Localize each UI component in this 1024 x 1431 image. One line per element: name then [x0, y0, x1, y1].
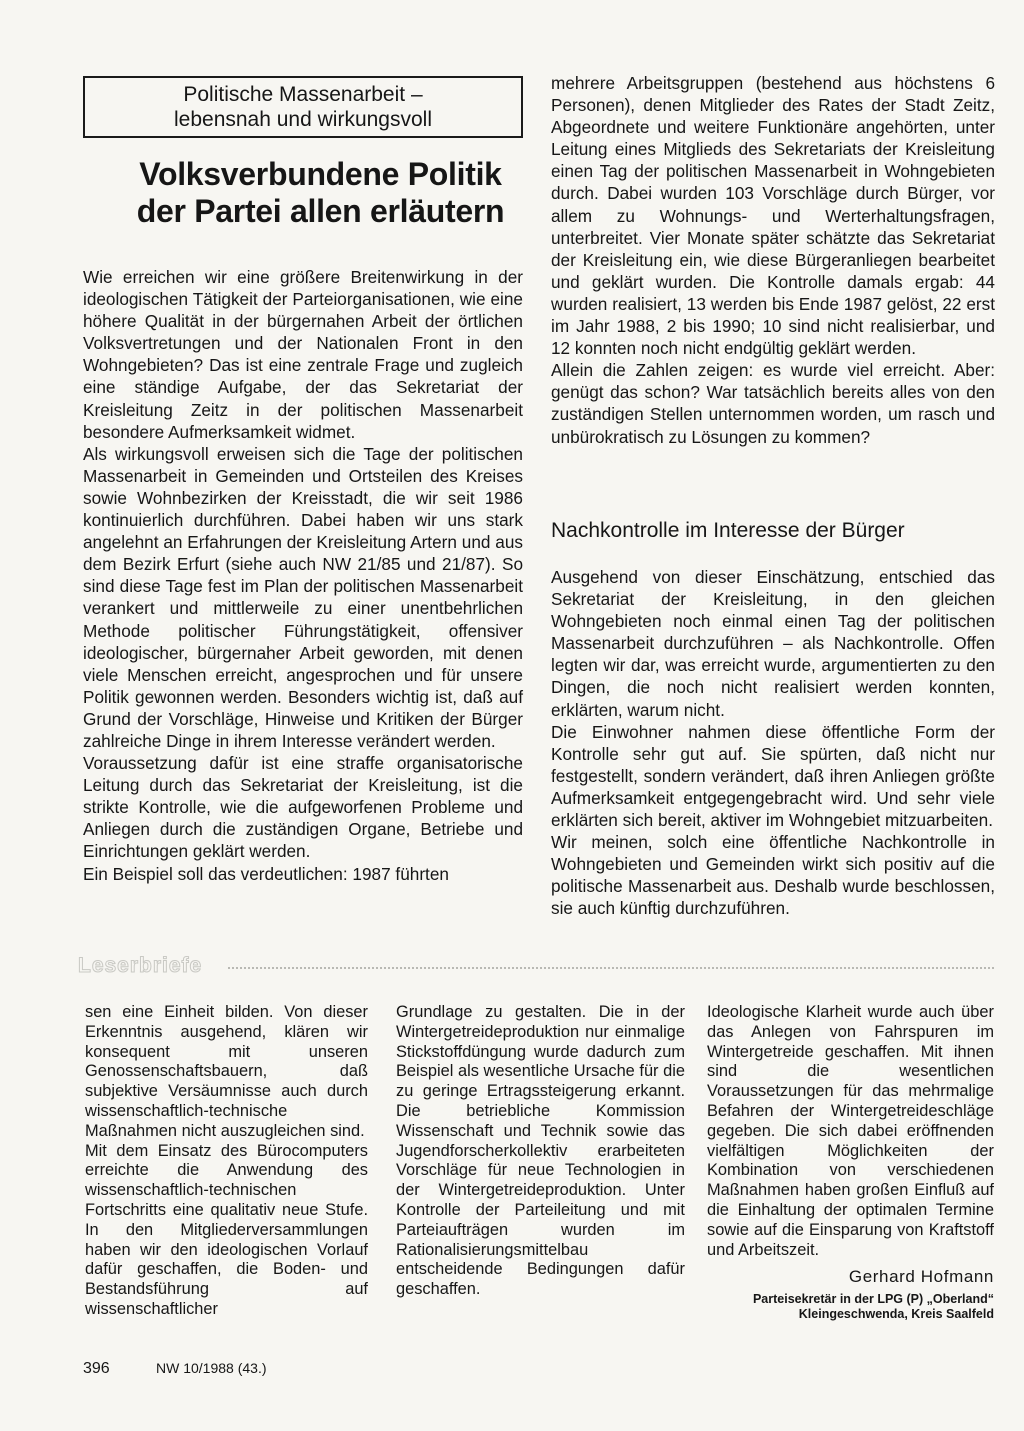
article-subheading: Nachkontrolle im Interesse der Bürger — [551, 519, 905, 542]
paragraph: Voraussetzung dafür ist eine straffe organisatorische Leitung durch das Sekretariat der Kreisleitung, ist die strikte Kontrolle, wie die aufgeworfenen Probleme und Anliegen durch die zuständigen Organe, Betriebe und Einrichtungen geklärt werden. — [83, 753, 523, 862]
letter-column-3 — [707, 1003, 994, 1260]
paragraph: Ein Beispiel soll das verdeutlichen: 1987 führten — [83, 863, 449, 884]
article-headline — [83, 156, 558, 230]
letter-column-1 — [85, 1003, 368, 1320]
paragraph: Ausgehend von dieser Einschätzung, entschied das Sekretariat der Kreisleitung, in den gleichen Wohngebieten noch einmal einen Tag der politischen Massenarbeit durchzuführen – als Nachkontrolle. Offen legten wir dar, was erreicht wurde, argumentierten zu den Dingen, die noch nicht realisiert werden konnten, erklärten, warum nicht. — [551, 567, 995, 720]
author-role-line-2: Kleingeschwenda, Kreis Saalfeld — [798, 1307, 994, 1321]
headline-line-2: der Partei allen erläutern — [136, 193, 505, 229]
paragraph: Mit dem Einsatz des Bürocomputers erreichte die Anwendung des wissenschaftlich-technischen Fortschritts eine qualitativ neue Stufe. In den Mitgliederversammlungen haben wir den ideologischen Vorlauf dafür geschaffen, die Boden- und Bestandsführung auf wissenschaftlicher — [85, 1141, 368, 1318]
section-label-leserbriefe: Leserbriefe — [78, 954, 203, 977]
paragraph: sen eine Einheit bilden. Von dieser Erkenntnis ausgehend, klären wir konsequent mit unseren Genossenschaftsbauern, daß subjektive Versäumnisse auch durch wissenschaftlich-technische Maßnahmen nicht auszugleichen sind. — [85, 1003, 368, 1140]
kicker-box — [83, 76, 523, 138]
paragraph: mehrere Arbeitsgruppen (bestehend aus höchstens 6 Personen), denen Mitglieder des Rates der Stadt Zeitz, Abgeordnete und weitere Funktionäre angehörten, unter Leitung eines Mitglieds des Sekretariats der Kreisleitung einen Tag der politischen Massenarbeit in Wohngebieten durch. Dabei wurden 103 Vorschläge durch Bürger, vor allem zu Wohnungs- und Werterhaltungsfragen, unterbreitet. Vier Monate später schätzte das Sekretariat der Kreisleitung ein, wie diese Bürgeranliegen bearbeitet und geklärt wurden. Die Kontrolle damals ergab: 44 wurden realisiert, 13 werden bis Ende 1987 gelöst, 22 erst im Jahr 1988, 2 bis 1990; 10 sind nicht realisierbar, und 12 konnten noch nicht endgültig geklärt werden. — [551, 73, 995, 359]
kicker-line-2: lebensnah und wirkungsvoll — [174, 108, 432, 131]
paragraph: Grundlage zu gestalten. Die in der Wintergetreideproduktion nur einmalige Stickstoffdüngung wurde dadurch zum Beispiel als wesentliche Ursache für die zu geringe Ertragssteigerung erkannt. Die betriebliche Kommission Wissenschaft und Technik sowie das Jugendforscherkollektiv erarbeiteten Vorschläge für neue Technologien in der Wintergetreideproduktion. Unter Kontrolle der Parteileitung und mit Parteiaufträgen wurden im Rationalisierungsmittelbau entscheidende Bedingungen dafür geschaffen. — [396, 1003, 685, 1299]
section-divider — [78, 954, 994, 980]
author-role-line-1: Parteisekretär in der LPG (P) „Oberland“ — [752, 1292, 994, 1306]
paragraph: Allein die Zahlen zeigen: es wurde viel erreicht. Aber: genügt das schon? War tatsächlich bereits alles von den zuständigen Stellen unternommen worden, um rasch und unbürokratisch zu Lösungen zu kommen? — [551, 360, 995, 447]
letter-column-2 — [396, 1003, 685, 1300]
issue-reference: NW 10/1988 (43.) — [156, 1360, 267, 1376]
author-name: Gerhard Hofmann — [848, 1267, 994, 1286]
paragraph: Wir meinen, solch eine öffentliche Nachkontrolle in Wohngebieten und Gemeinden wirkt sich positiv auf die politische Massenarbeit aus. Deshalb wurde beschlossen, sie auch künftig durchzuführen. — [551, 832, 995, 919]
article-left-column — [83, 266, 523, 885]
article-right-column-continued — [551, 566, 995, 920]
paragraph: Die Einwohner nahmen diese öffentliche Form der Kontrolle sehr gut auf. Sie spürten, daß nicht nur festgestellt, sondern verändert, daß ihren Anliegen größte Aufmerksamkeit entgegengebracht wird. Und sehr viele erklärten sich bereit, aktiver im Wohngebiet mitzuarbeiten. — [551, 721, 995, 831]
paragraph: Ideologische Klarheit wurde auch über das Anlegen von Fahrspuren im Wintergetreide geschaffen. Mit ihnen sind die wesentlichen Voraussetzungen für das mehrmalige Befahren der Wintergetreideschläge gegeben. Die sich dabei eröffnenden vielfältigen Möglichkeiten der Kombination von verschiedenen Maßnahmen haben großen Einfluß auf die Einhaltung der optimalen Termine sowie auf die Einsparung von Kraftstoff und Arbeitszeit. — [707, 1003, 994, 1259]
paragraph: Als wirkungsvoll erweisen sich die Tage der politischen Massenarbeit in Gemeinden und Ortsteilen des Kreises sowie Wohnbezirken der Kreisstadt, die wir seit 1986 kontinuierlich durchführen. Dabei haben wir uns stark angelehnt an Erfahrungen der Kreisleitung Artern und aus dem Bezirk Erfurt (siehe auch NW 21/85 und 21/87). So sind diese Tage fest im Plan der politischen Massenarbeit verankert und mittlerweile zu einer unentbehrlichen Methode politischer Führungstätigkeit, offensiver ideologischer, bürgernaher Arbeit geworden, mit denen viele Menschen erreicht, angesprochen und für unsere Politik gewonnen werden. Besonders wichtig ist, daß auf Grund der Vorschläge, Hinweise und Kritiken der Bürger zahlreiche Dinge in ihrem Interesse verändert werden. — [83, 443, 523, 751]
kicker-line-1: Politische Massenarbeit – — [183, 83, 423, 106]
author-role — [707, 1292, 994, 1322]
article-right-column — [551, 72, 995, 448]
page-number: 396 — [83, 1360, 110, 1377]
dotted-rule — [228, 967, 994, 969]
headline-line-1: Volksverbundene Politik — [139, 156, 502, 192]
paragraph: Wie erreichen wir eine größere Breitenwirkung in der ideologischen Tätigkeit der Parteiorganisationen, wie eine höhere Qualität in der bürgernahen Arbeit der örtlichen Volksvertretungen und der Nationalen Front in den Wohngebieten? Das ist eine zentrale Frage und zugleich eine ständige Aufgabe, der das Sekretariat der Kreisleitung Zeitz in der politischen Massenarbeit besondere Aufmerksamkeit widmet. — [83, 267, 523, 442]
